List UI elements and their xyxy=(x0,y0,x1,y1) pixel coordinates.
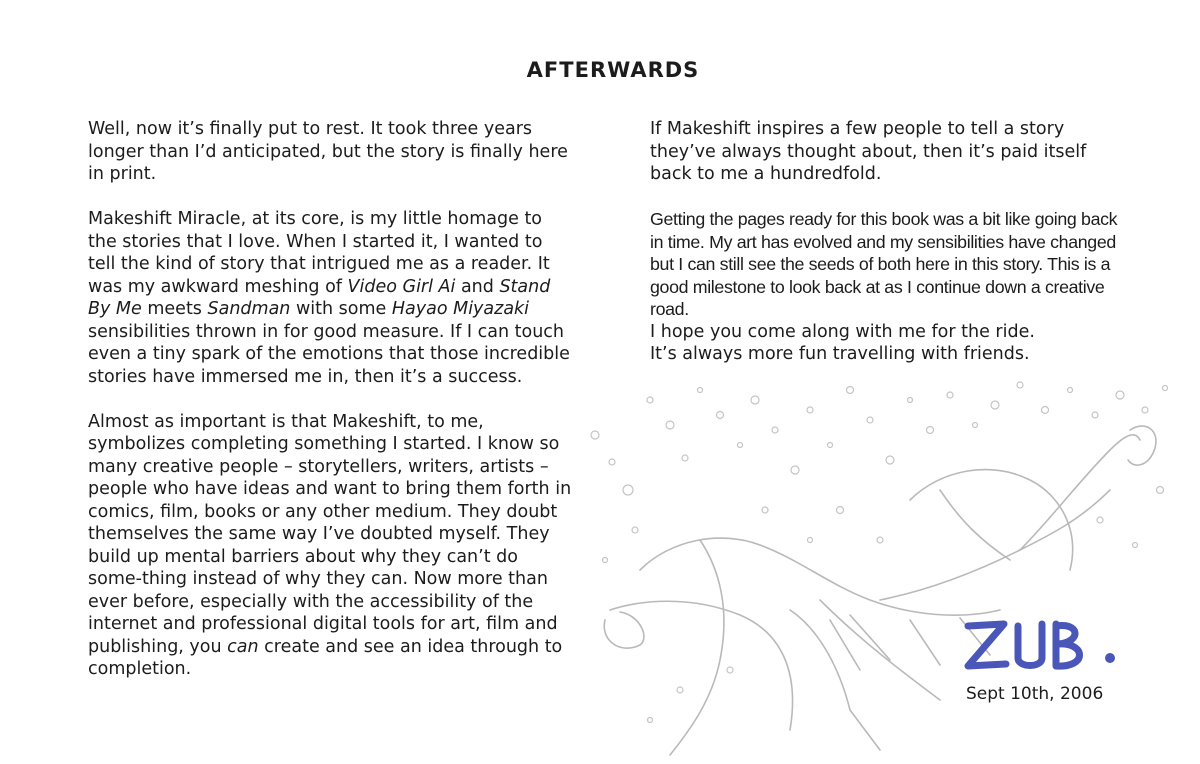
bubble xyxy=(727,667,733,673)
bubble xyxy=(666,421,674,429)
bubble xyxy=(947,392,953,398)
bubble xyxy=(1133,543,1138,548)
text-run: sensibilities thrown in for good measure. If I can touch even a tiny spark of the emotions that those incredible stories have immersed me in, then it’s a success. xyxy=(88,321,570,387)
bubble xyxy=(927,427,934,434)
bubble xyxy=(991,401,999,409)
right-column xyxy=(650,118,1130,388)
left-column xyxy=(88,118,573,703)
signature-letter-b xyxy=(1056,624,1080,666)
bubble xyxy=(1017,382,1023,388)
zub-signature xyxy=(960,616,1130,676)
bubble xyxy=(1092,412,1098,418)
bubble xyxy=(751,396,759,404)
bubble xyxy=(877,537,883,543)
page-title: AFTERWARDS xyxy=(526,58,700,82)
figure-skirt xyxy=(790,600,940,750)
bubble xyxy=(717,412,724,419)
bubble xyxy=(807,407,813,413)
italic-can: can xyxy=(227,636,259,657)
signature-dot xyxy=(1105,653,1115,663)
text-run: and xyxy=(455,276,500,297)
bubble xyxy=(808,538,813,543)
italic-name-hayao-miyazaki: Hayao Miyazaki xyxy=(391,299,530,319)
bubble xyxy=(698,388,703,393)
bubble xyxy=(1042,407,1049,414)
text-run: create and see an idea through to completion. xyxy=(88,636,563,679)
text-run: Makeshift Miracle, at its core, is my little homage to the stories that I love. When I started it, I wanted to tell the kind of story that intrigued me as a reader. It was my awkward meshing of xyxy=(88,209,550,297)
bubble xyxy=(1116,391,1124,399)
signature-letter-z xyxy=(968,624,1006,666)
figure-arm xyxy=(1020,435,1140,550)
bubble xyxy=(647,397,653,403)
bubble xyxy=(847,387,854,394)
bubble xyxy=(623,485,633,495)
figure-hand xyxy=(1128,426,1156,465)
paragraph-6: I hope you come along with me for the ride. xyxy=(650,321,1035,342)
italic-title-sandman: Sandman xyxy=(207,299,291,319)
bubble xyxy=(591,431,599,439)
bubble xyxy=(973,423,978,428)
bubble xyxy=(603,558,608,563)
bubble xyxy=(886,456,894,464)
text-run: meets xyxy=(141,299,208,319)
paragraph-4: If Makeshift inspires a few people to tell a story they’ve always thought about, then it’s paid itself back to me a hundredfold. xyxy=(650,119,1087,184)
figure-torso xyxy=(880,490,1110,600)
bubble xyxy=(677,687,683,693)
bubble xyxy=(648,718,653,723)
figure-shoe xyxy=(604,612,644,648)
bubble xyxy=(828,443,833,448)
bubble xyxy=(1157,487,1164,494)
paragraph-7: It’s always more fun travelling with friends. xyxy=(650,344,1030,364)
signature-date: Sept 10th, 2006 xyxy=(966,684,1104,704)
signature-letter-u xyxy=(1018,624,1042,666)
figure-leg-right xyxy=(670,540,724,755)
paragraph-2 xyxy=(88,208,573,388)
paragraph-3 xyxy=(88,411,573,681)
bubble xyxy=(1068,388,1073,393)
bubble xyxy=(837,507,844,514)
paragraph-1: Well, now it’s finally put to rest. It took three years longer than I’d anticipated, but the story is finally here in print. xyxy=(88,119,568,184)
bubble xyxy=(772,427,778,433)
bubble xyxy=(609,459,615,465)
bubble xyxy=(738,443,743,448)
bubble xyxy=(762,507,768,513)
text-run: with some xyxy=(290,299,392,319)
bubble xyxy=(1097,517,1103,523)
bubble xyxy=(682,455,688,461)
italic-title-video-girl-ai: Video Girl Ai xyxy=(347,276,456,297)
bubble xyxy=(632,527,638,533)
italic-title-stand-by-me: Stand By Me xyxy=(88,276,551,319)
bubble xyxy=(908,398,913,403)
bubble xyxy=(867,417,873,423)
bubble xyxy=(1142,407,1148,413)
bubble xyxy=(791,466,799,474)
paragraph-5: Getting the pages ready for this book was a bit like going back in time. My art has evolved and my sensibilities have changed but I can still see the seeds of both here in this story. This is a good milestone to look back at as I continue down a creative road. xyxy=(650,209,1118,319)
text-run: Almost as important is that Makeshift, to me, symbolizes completing something I started. I know so many creative people – storytellers, writers, artists – people who have ideas and want to bring them forth in comics, film, books or any other medium. They doubt themselves the same way I’ve doubted myself. They build up mental barriers about why they can’t do some-thing instead of why they can. Now more than ever before, especially with the accessibility of the internet and professional digital tools for art, film and publishing, you xyxy=(88,411,572,657)
bubble xyxy=(1163,386,1168,391)
